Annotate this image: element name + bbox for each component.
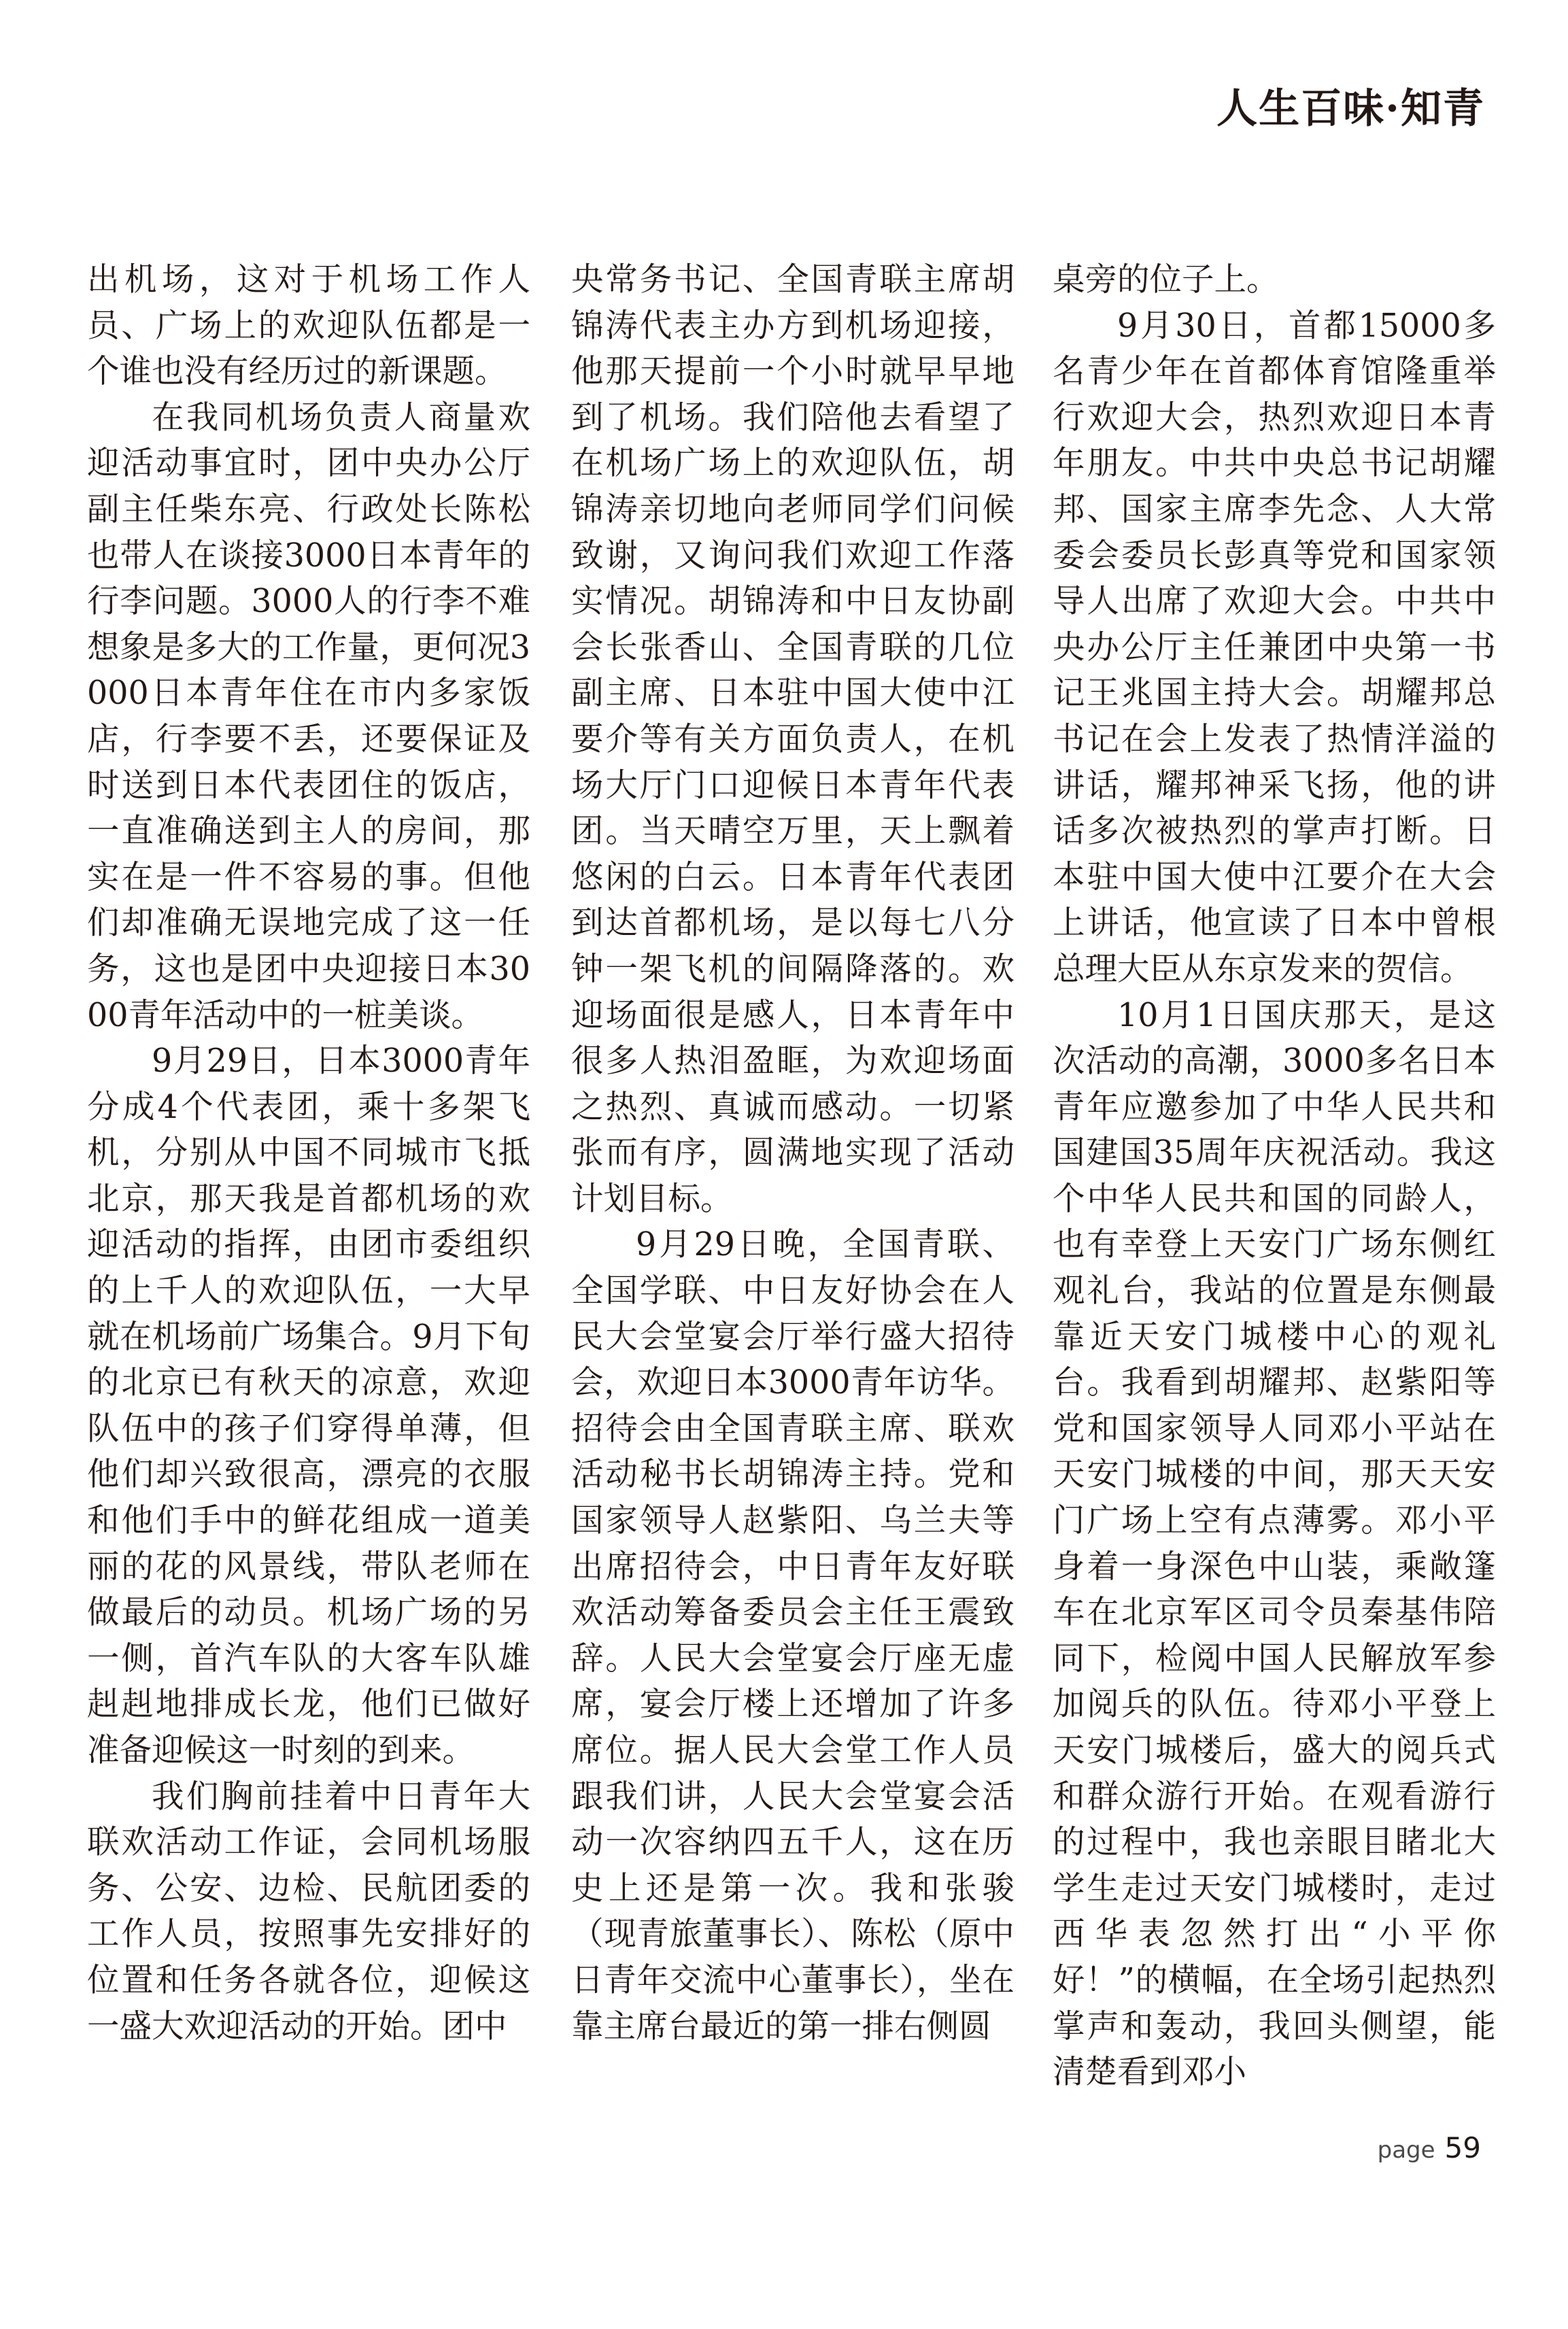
paragraph: 10月1日国庆那天，是这次活动的高潮，3000多名日本青年应邀参加了中华人民共和国建国35周年庆祝活动。我这个中华人民共和国的同龄人，也有幸登上天安门广场东侧红观礼台，我站的位置是东侧最靠近天安门城楼中心的观礼台。我看到胡耀邦、赵紫阳等党和国家领导人同邓小平站在天安门城楼的中间，那天天安门广场上空有点薄雾。邓小平身着一身深色中山装，乘敞篷车在北京军区司令员秦基伟陪同下，检阅中国人民解放军参加阅兵的队伍。待邓小平登上天安门城楼后，盛大的阅兵式和群众游行开始。在观看游行的过程中，我也亲眼目睹北大学生走过天安门城楼时，走过西华表忽然打出“小平你好！”的横幅，在全场引起热烈掌声和轰动，我回头侧望，能清楚看到邓小 xyxy=(1053,996,1496,2092)
paragraph: 桌旁的位子上。 xyxy=(1053,261,1279,299)
text-column-1 xyxy=(87,257,530,2050)
paragraph: 9月29日晚，全国青联、全国学联、中日友好协会在人民大会堂宴会厅举行盛大招待会，欢迎日本3000青年访华。招待会由全国青联主席、联欢活动秘书长胡锦涛主持。党和国家领导人赵紫阳、乌兰夫等出席招待会，中日青年友好联欢活动筹备委员会主任王震致辞。人民大会堂宴会厅座无虚席，宴会厅楼上还增加了许多席位。据人民大会堂工作人员跟我们讲，人民大会堂宴会活动一次容纳四五千人，这在历史上还是第一次。我和张骏（现青旅董事长）、陈松（原中日青年交流中心董事长），坐在靠主席台最近的第一排右侧圆 xyxy=(571,1226,1015,2045)
paragraph: 出机场，这对于机场工作人员、广场上的欢迎队伍都是一个谁也没有经历过的新课题。 xyxy=(87,261,530,391)
paragraph: 9月30日，首都15000多名青少年在首都体育馆隆重举行欢迎大会，热烈欢迎日本青年朋友。中共中央总书记胡耀邦、国家主席李先念、人大常委会委员长彭真等党和国家领导人出席了欢迎大会。中共中央办公厅主任兼团中央第一书记王兆国主持大会。胡耀邦总书记在会上发表了热情洋溢的讲话，耀邦神采飞扬，他的讲话多次被热烈的掌声打断。日本驻中国大使中江要介在大会上讲话，他宣读了日本中曾根总理大臣从东京发来的贺信。 xyxy=(1053,307,1496,988)
paragraph: 在我同机场负责人商量欢迎活动事宜时，团中央办公厅副主任柴东亮、行政处长陈松也带人在谈接3000日本青年的行李问题。3000人的行李不难想象是多大的工作量，更何况3000日本青年住在市内多家饭店，行李要不丢，还要保证及时送到日本代表团住的饭店，一直准确送到主人的房间，那实在是一件不容易的事。但他们却准确无误地完成了这一任务，这也是团中央迎接日本3000青年活动中的一桩美谈。 xyxy=(87,398,530,1034)
paragraph: 我们胸前挂着中日青年大联欢活动工作证，会同机场服务、公安、边检、民航团委的工作人员，按照事先安排好的位置和任务各就各位，迎候这一盛大欢迎活动的开始。团中 xyxy=(87,1778,530,2045)
page-number: 59 xyxy=(1444,2131,1481,2164)
text-column-3 xyxy=(1053,257,1496,2096)
paragraph: 央常务书记、全国青联主席胡锦涛代表主办方到机场迎接，他那天提前一个小时就早早地到了机场。我们陪他去看望了在机场广场上的欢迎队伍，胡锦涛亲切地向老师同学们问候致谢，又询问我们欢迎工作落实情况。胡锦涛和中日友协副会长张香山、全国青联的几位副主席、日本驻中国大使中江要介等有关方面负责人，在机场大厅门口迎候日本青年代表团。当天晴空万里，天上飘着悠闲的白云。日本青年代表团到达首都机场，是以每七八分钟一架飞机的间隔降落的。欢迎场面很是感人，日本青年中很多人热泪盈眶，为欢迎场面之热烈、真诚而感动。一切紧张而有序，圆满地实现了活动计划目标。 xyxy=(571,261,1015,1218)
page-footer xyxy=(1378,2131,1481,2164)
section-header: 人生百味·知青 xyxy=(1216,85,1485,133)
text-column-2 xyxy=(571,257,1015,2050)
page-label: page xyxy=(1377,2137,1435,2164)
paragraph: 9月29日，日本3000青年分成4个代表团，乘十多架飞机，分别从中国不同城市飞抵北京，那天我是首都机场的欢迎活动的指挥，由团市委组织的上千人的欢迎队伍，一大早就在机场前广场集合。9月下旬的北京已有秋天的凉意，欢迎队伍中的孩子们穿得单薄，但他们却兴致很高，漂亮的衣服和他们手中的鲜花组成一道美丽的花的风景线，带队老师在做最后的动员。机场广场的另一侧，首汽车队的大客车队雄赳赳地排成长龙，他们已做好准备迎候这一时刻的到来。 xyxy=(87,1042,530,1769)
